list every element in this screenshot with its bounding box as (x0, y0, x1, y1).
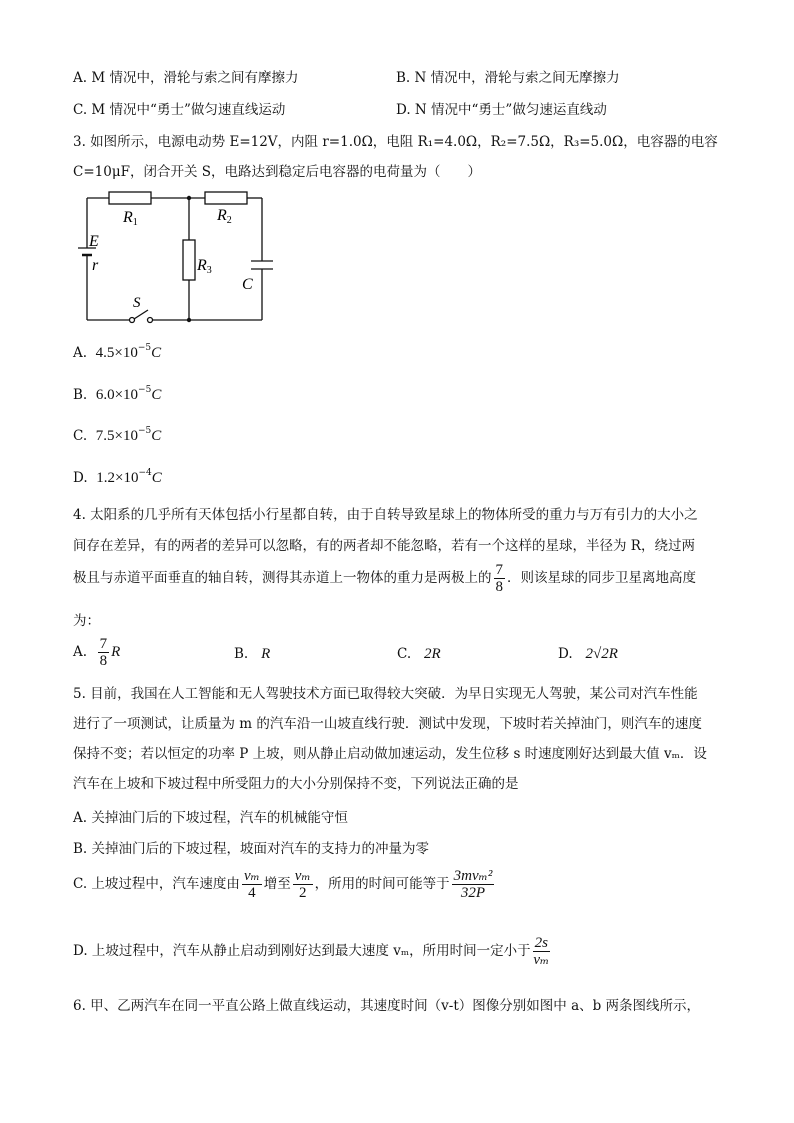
q5-option-d: D. 上坡过程中，汽车从静止启动到刚好达到最大速度 vₘ，所用时间一定小于 $\frac{2s}{\text{vₘ}}$ (73, 935, 550, 968)
q4-option-a: A. $\frac{7}{8}$ R (73, 636, 121, 669)
label-r: r (92, 257, 99, 274)
q4-option-b: B. R (234, 646, 271, 662)
q5-option-b: B. 关掉油门后的下坡过程，坡面对汽车的支持力的冲量为零 (73, 841, 430, 857)
switch-s (134, 310, 148, 319)
label-r2: R2 (217, 207, 232, 226)
junction-bottom (187, 318, 191, 322)
q2-option-a: A. M 情况中，滑轮与索之间有摩擦力 (73, 70, 299, 86)
q5-stem-line4: 汽车在上坡和下坡过程中所受阻力的大小分别保持不变，下列说法正确的是 (73, 776, 519, 792)
q3-option-a: A. $4.5\times 10^{-5}C$ (73, 343, 162, 361)
q5-option-a: A. 关掉油门后的下坡过程，汽车的机械能守恒 (73, 810, 348, 826)
q3-stem-line2: C=10μF，闭合开关 S，电路达到稳定后电容器的电荷量为（ ） (73, 164, 481, 180)
q4-option-d: D. 2√2R (558, 646, 618, 662)
q5-option-c: C. 上坡过程中，汽车速度由 $\frac{\text{vₘ}}{4}$ 增至 $\frac{\text{vₘ}}{2}$ ，所用的时间可能等于 $\frac{\text{3mvₘ²}}{32P}$ (73, 868, 493, 901)
label-e: E (89, 233, 99, 250)
q3-option-b: B. $6.0\times 10^{-5}C$ (73, 385, 162, 403)
label-s: S (133, 295, 141, 311)
q5-stem-line3: 保持不变；若以恒定的功率 P 上坡，则从静止启动做加速运动，发生位移 s 时速度刚好达到最大值 vₘ．设 (73, 746, 707, 762)
q6-stem-line1: 6. 甲、乙两汽车在同一平直公路上做直线运动，其速度时间（v-t）图像分别如图中 a、b 两条图线所示， (73, 998, 701, 1014)
label-c: C (242, 276, 253, 293)
q4-stem-line1: 4. 太阳系的几乎所有天体包括小行星都自转，由于自转导致星球上的物体所受的重力与万有引力的大小之 (73, 507, 698, 523)
q3-option-c: C. $7.5\times 10^{-5}C$ (73, 426, 162, 444)
q3-option-d: D. $1.2\times 10^{-4}C$ (73, 468, 162, 486)
q2-option-c: C. M 情况中“勇士”做匀速直线运动 (73, 102, 286, 118)
label-r1: R1 (123, 209, 138, 228)
resistor-r2 (205, 192, 247, 204)
q4-stem-line3: 极且与赤道平面垂直的轴自转，测得其赤道上一物体的重力是两极上的 $\frac{7}{8}$ ．则该星球的同步卫星离地高度 (73, 562, 696, 595)
circuit-diagram (75, 188, 275, 328)
q2-option-d: D. N 情况中“勇士”做匀速运直线动 (396, 102, 607, 118)
resistor-r3 (183, 240, 195, 280)
q5-stem-line1: 5. 目前，我国在人工智能和无人驾驶技术方面已取得较大突破．为早日实现无人驾驶，某公司对汽车性能 (73, 686, 698, 702)
q4-stem-line2: 间存在差异，有的两者的差异可以忽略，有的两者却不能忽略，若有一个这样的星球，半径为 R，绕过两 (73, 538, 695, 554)
label-r3: R3 (197, 257, 212, 276)
q4-option-c: C. 2R (397, 646, 441, 662)
q4-stem-line4: 为： (73, 613, 100, 629)
resistor-r1 (109, 192, 151, 204)
q5-stem-line2: 进行了一项测试，让质量为 m 的汽车沿一山坡直线行驶．测试中发现，下坡时若关掉油门，则汽车的速度 (73, 716, 702, 732)
junction-top (187, 196, 191, 200)
q2-option-b: B. N 情况中，滑轮与索之间无摩擦力 (396, 70, 620, 86)
q3-stem-line1: 3. 如图所示，电源电动势 E=12V，内阻 r=1.0Ω，电阻 R₁=4.0Ω，R₂=7.5Ω，R₃=5.0Ω，电容器的电容 (73, 134, 718, 150)
